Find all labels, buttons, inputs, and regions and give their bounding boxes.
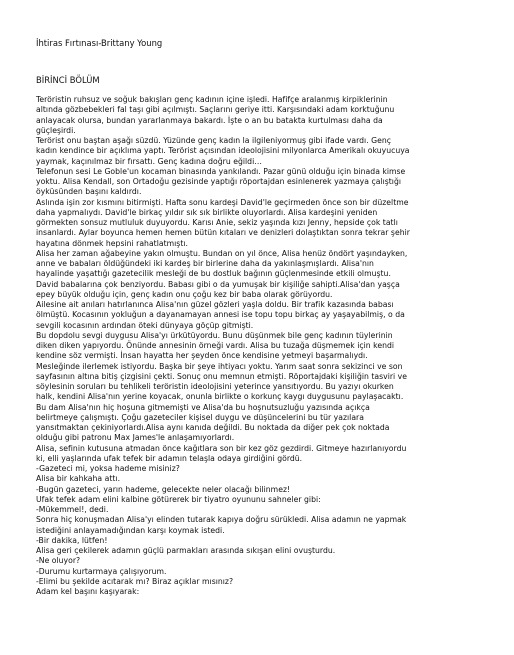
text-line: -Bir dakika, lütfen! [36, 535, 108, 545]
text-line: Mesleğinde ilerlemek istiyordu. Başka bir şeye ihtiyacı yoktu. Yarım saat sonra sekizinci ve son [36, 361, 403, 371]
text-line: daha yapmalıydı. David'le birkaç yıldır sık sık birlikte oluyorlardı. Alisa kardeşini yeniden [36, 207, 378, 217]
text-line: sevgili kocasının ardından öteki dünyaya göçüp gitmişti. [36, 320, 254, 330]
text-line: insanlardı. Aylar boyunca hemen hemen bütün kıtaları ve denizleri dolaştıktan sonra tekrar şehir [36, 228, 410, 238]
text-line: olduğu gibi patronu Max James'le anlaşamıyorlardı. [36, 433, 235, 443]
text-line: halk, kendini Alisa'nın yerine koyacak, onunla birlikte o korkunç kaygı duygusunu paylaşacaktı. [36, 392, 404, 402]
document-title: İhtiras Fırtınası-Brittany Young [36, 38, 163, 48]
text-line: Teröristin ruhsuz ve soğuk bakışları genç kadının içine işledi. Hafifçe aralanmış kirpiklerinin [36, 95, 388, 104]
text-line: Ailesine ait anıları hatırlanınca Alisa'nın güzel gözleri yaşla doldu. Bir trafik kazasında babası [36, 300, 394, 309]
text-line: ki, elli yaşlarında ufak tefek bir adamın telaşla odaya girdiğini gördü. [36, 453, 303, 463]
text-line: Bu dopdolu sevgi duygusu Alisa'yı ürkütüyordu. Bunu düşünmek bile genç kadının tüylerinin [36, 330, 393, 340]
text-line: Alisa geri çekilerek adamın güçlü parmakları arasında sıkışan elini ovuşturdu. [36, 546, 336, 555]
text-line: David babalarına çok benziyordu. Babası gibi o da yumuşak bir kişiliğe sahipti.Alisa'dan yaşça [36, 279, 400, 289]
text-line: altında gözbebekleri fal taşı gibi açılmıştı. Saçlarını geriye itti. Karşısındaki adam korktuğunu [36, 105, 395, 115]
text-line: Sonra hiç konuşmadan Alisa'yı elinden tutarak kapıya doğru sürükledi. Alisa adamın ne yapmak [36, 515, 407, 525]
text-line: diken diken yapıyordu. Önünde annesinin örneği vardı. Alisa bu tuzağa düşmemek için kendi [36, 341, 395, 350]
text-line: söylesinin soruları bu tehlikeli teröristin ideolojisini yeterince yansıtıyordu. Bu yazıyı okurken [36, 382, 394, 391]
text-line: Adam kel başını kaşıyarak: [36, 587, 140, 596]
text-line: Aslında işin zor kısmını bitirmişti. Hafta sonu kardeşi David'le geçirmeden önce son bir düzeltme [36, 197, 409, 207]
text-line: sayfasının altına bitiş çizgisini çekti. Sonuç onu memnun etmişti. Röportajdaki kişiliğin tasviri ve [36, 371, 407, 381]
text-line: anlayacak olursa, bundan yararlanmaya bakardı. İşte o an bu batakta kurtulması daha da [36, 115, 383, 125]
text-line: kendine söz vermişti. İnsan hayatta her şeyden önce kendisine yetmeyi başarmalıydı. [36, 351, 368, 361]
body-text [36, 95, 484, 597]
text-line: yansıtmaktan çekiniyorlardı.Alisa aynı kanıda değildi. Bu noktada da diğer pek çok noktada [36, 423, 390, 432]
text-line: yoktu. Alisa Kendall, son Ortadoğu gezisinde yaptığı röportajdan esinlenerek yazmaya çalıştığı [36, 177, 402, 186]
text-line: Alisa bir kahkaha attı. [36, 474, 121, 484]
text-line: görmekten sonsuz mutluluk duyuyordu. Karısı Anie, sekiz yaşında kızı Jenny, hepside çok tatlı [36, 218, 398, 227]
text-line: Ufak tefek adam elini kalbine götürerek bir tiyatro oyununu sahneler gibi: [36, 494, 321, 504]
text-line: Telefonun sesi Le Goble'un kocaman binasında yankılandı. Pazar günü olduğu için binada kimse [36, 166, 406, 176]
text-line: -Elimi bu şekilde acıtarak mı? Biraz açıklar mısınız? [36, 576, 234, 586]
text-line: -Mükemmel!, dedi. [36, 505, 109, 514]
text-line: kadın kendince bir açıklıma yaptı. Terörist açısından ideolojisini milyonlarca Amerikalı okuyucuya [36, 146, 410, 156]
text-line: -Durumu kurtarmaya çalışıyorum. [36, 566, 167, 576]
text-line: güçleşirdi. [36, 125, 76, 135]
text-line: Terörist onu baştan aşağı süzdü. Yüzünde genç kadın la ilgileniyormuş gibi ifade vardı. Genç [36, 136, 391, 145]
text-line: -Bugün gazeteci, yarın hademe, gelecekte neler olacağı bilinmez! [36, 484, 291, 494]
text-line: hayalinde yaşattığı gazetecilik mesleği de bu dostluk bağının güçlenmesinde etkili olmuştu. [36, 269, 391, 279]
text-line: ölmüştü. Kocasının yokluğun a dayanamayan annesi ise topu topu birkaç ay yaşayabilmiş, o da [36, 310, 405, 320]
chapter-heading: BİRİNCİ BÖLÜM [36, 75, 100, 85]
text-line: -Gazeteci mi, yoksa hademe misiniz? [36, 464, 180, 473]
text-line: Alisa her zaman ağabeyine yakın olmuştu. Bundan on yıl önce, Alisa henüz öndört yaşındayken, [36, 248, 408, 258]
text-line: hayatına dönmek hepsini rahatlatmıştı. [36, 238, 188, 248]
text-line: yaymak, kaçınılmaz bir fırsattı. Genç kadına doğru eğildi… [36, 156, 262, 166]
text-line: öyküsünden başını kaldırdı. [36, 187, 142, 197]
text-line: istediğini anlayamadığından karşı koymak istedi. [36, 525, 225, 535]
text-line: anne ve babaları öldüğündeki iki kardeş bir birlerine daha da yakınlaşmışlardı. Alisa'nın [36, 259, 374, 268]
text-line: Bu dam Alisa'nın hiç hoşuna gitmemişti ve Alisa'da bu hoşnutsuzluğu yazısında açıkça [36, 402, 370, 412]
text-line: -Ne oluyor? [36, 556, 81, 566]
text-line: epey büyük olduğu için, genç kadın onu çoğu kez bir baba olarak görüyordu. [36, 289, 333, 299]
text-line: belirtmeye çalışmıştı. Çoğu gazeteciler kişisel duygu ve düşüncelerini bu tür yazılara [36, 412, 364, 422]
text-line: Alisa, sefinin kutusuna atmadan önce kağıtlara son bir kez göz gezdirdi. Gitmeye hazırlanıyordu [36, 443, 407, 453]
